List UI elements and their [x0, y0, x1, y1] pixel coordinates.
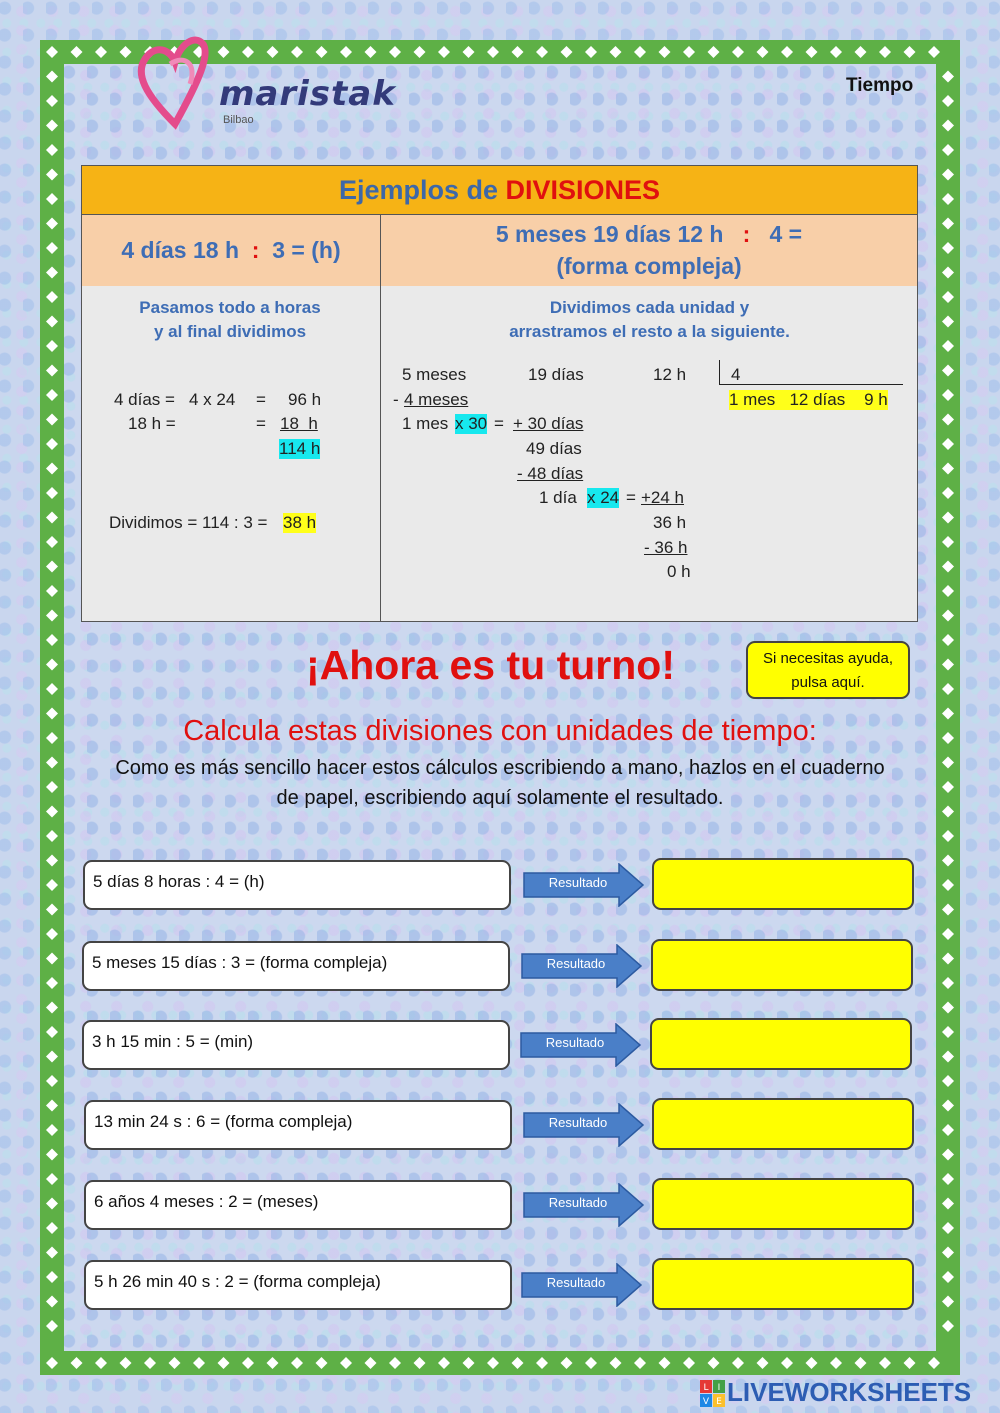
liveworksheets-badge-icon — [700, 1380, 726, 1408]
border-diamond — [942, 1124, 954, 1136]
calc-line: = — [256, 389, 266, 409]
border-diamond — [942, 585, 954, 597]
border-diamond — [487, 1357, 499, 1369]
calc-multiplier: x 24 — [587, 487, 620, 507]
border-diamond — [193, 1357, 205, 1369]
border-diamond — [46, 218, 58, 230]
border-diamond — [46, 855, 58, 867]
border-diamond — [46, 879, 58, 891]
border-diamond — [512, 46, 524, 58]
calc-line: = — [256, 413, 266, 433]
examples-title-highlight: DIVISIONES — [505, 174, 661, 205]
result-arrow-label: Resultado — [548, 1115, 608, 1130]
exercise-question-2: 5 meses 15 días : 3 = (forma compleja) — [82, 941, 510, 991]
border-diamond — [942, 218, 954, 230]
answer-input-6[interactable] — [652, 1258, 914, 1310]
border-diamond — [942, 634, 954, 646]
border-diamond — [46, 1198, 58, 1210]
border-diamond — [463, 46, 475, 58]
border-diamond — [267, 1357, 279, 1369]
examples-title — [82, 166, 918, 215]
border-diamond — [942, 340, 954, 352]
border-diamond — [634, 1357, 646, 1369]
border-diamond — [365, 1357, 377, 1369]
border-diamond — [414, 46, 426, 58]
border-diamond — [942, 855, 954, 867]
result-arrow-6 — [521, 1263, 643, 1307]
calc-line: 36 h — [653, 512, 687, 532]
left-problem-b: 3 = (h) — [272, 236, 341, 263]
calc-line: 0 h — [667, 561, 691, 581]
border-diamond — [942, 1173, 954, 1185]
examples-table — [81, 165, 918, 622]
calc-line: + 30 días — [513, 413, 584, 433]
border-diamond — [830, 1357, 842, 1369]
result-arrow-5 — [523, 1183, 645, 1227]
calc-line: 5 meses — [402, 364, 467, 384]
border-diamond — [757, 46, 769, 58]
result-arrow-4 — [523, 1103, 645, 1147]
border-diamond — [928, 1357, 940, 1369]
border-diamond — [708, 1357, 720, 1369]
border-diamond — [942, 830, 954, 842]
border-diamond — [46, 120, 58, 132]
border-diamond — [942, 120, 954, 132]
border-diamond — [561, 1357, 573, 1369]
right-problem-colon: : — [742, 221, 751, 248]
border-diamond — [942, 242, 954, 254]
border-diamond — [806, 1357, 818, 1369]
border-diamond — [942, 1296, 954, 1308]
border-diamond — [781, 46, 793, 58]
left-problem-colon: : — [251, 236, 260, 263]
border-diamond — [46, 144, 58, 156]
border-diamond — [942, 904, 954, 916]
task-instruction-1: Como es más sencillo hacer estos cálculos escribiendo a mano, hazlos en el cuaderno — [115, 757, 885, 779]
border-diamond — [46, 291, 58, 303]
border-diamond — [942, 806, 954, 818]
border-diamond — [46, 561, 58, 573]
border-diamond — [928, 46, 940, 58]
calc-line: 4 días = — [114, 389, 175, 409]
border-diamond — [942, 267, 954, 279]
border-diamond — [732, 1357, 744, 1369]
border-diamond — [340, 1357, 352, 1369]
border-diamond — [46, 610, 58, 622]
border-diamond — [512, 1357, 524, 1369]
border-diamond — [95, 46, 107, 58]
border-diamond — [46, 806, 58, 818]
calc-line: 96 h — [288, 389, 322, 409]
border-diamond — [46, 242, 58, 254]
border-diamond — [389, 46, 401, 58]
border-diamond — [46, 1149, 58, 1161]
answer-input-3[interactable] — [650, 1018, 912, 1070]
right-instruction-1: Dividimos cada unidad y — [549, 297, 750, 317]
result-arrow-label: Resultado — [548, 1195, 608, 1210]
border-diamond — [46, 953, 58, 965]
border-diamond — [46, 1247, 58, 1259]
border-diamond — [683, 46, 695, 58]
exercise-question-3: 3 h 15 min : 5 = (min) — [82, 1020, 510, 1070]
border-diamond — [904, 1357, 916, 1369]
border-diamond — [536, 46, 548, 58]
border-diamond — [561, 46, 573, 58]
border-diamond — [855, 46, 867, 58]
border-diamond — [46, 683, 58, 695]
border-diamond — [879, 1357, 891, 1369]
border-diamond — [942, 781, 954, 793]
border-diamond — [610, 1357, 622, 1369]
border-diamond — [218, 1357, 230, 1369]
calc-line: 4 x 24 — [189, 389, 236, 409]
exercise-question-6: 5 h 26 min 40 s : 2 = (forma compleja) — [84, 1260, 512, 1310]
result-arrow-label: Resultado — [548, 875, 608, 890]
border-diamond — [463, 1357, 475, 1369]
answer-input-2[interactable] — [651, 939, 913, 991]
border-diamond — [830, 46, 842, 58]
left-worked-example — [82, 286, 381, 622]
calc-line: 1 día — [539, 487, 577, 507]
border-diamond — [942, 659, 954, 671]
calc-line: 18 h — [280, 413, 318, 433]
border-diamond — [942, 1320, 954, 1332]
border-diamond — [942, 610, 954, 622]
border-diamond — [942, 512, 954, 524]
calc-line: - 36 h — [644, 537, 688, 557]
border-diamond — [942, 193, 954, 205]
calc-line: 1 mes — [402, 413, 449, 433]
left-problem — [82, 215, 381, 286]
border-diamond — [942, 683, 954, 695]
border-diamond — [942, 757, 954, 769]
border-diamond — [942, 438, 954, 450]
border-diamond — [585, 1357, 597, 1369]
liveworksheets-logo — [700, 1378, 996, 1410]
border-diamond — [683, 1357, 695, 1369]
badge-letter: E — [716, 1397, 722, 1407]
border-diamond — [71, 1357, 83, 1369]
border-diamond — [942, 95, 954, 107]
border-diamond — [46, 95, 58, 107]
calc-line: = — [626, 487, 636, 507]
border-diamond — [46, 1173, 58, 1185]
border-diamond — [487, 46, 499, 58]
calc-result: 38 h — [283, 512, 317, 532]
task-title: Calcula estas divisiones con unidades de tiempo: — [183, 715, 817, 747]
border-diamond — [942, 953, 954, 965]
calc-line: - 48 días — [517, 463, 584, 483]
logo-name: maristak — [219, 74, 396, 114]
result-arrow-label: Resultado — [545, 1035, 605, 1050]
border-diamond — [46, 193, 58, 205]
border-diamond — [46, 1271, 58, 1283]
border-diamond — [708, 46, 720, 58]
task-instruction-2: de papel, escribiendo aquí solamente el resultado. — [276, 787, 724, 809]
border-diamond — [732, 46, 744, 58]
border-diamond — [46, 438, 58, 450]
border-diamond — [806, 46, 818, 58]
border-diamond — [46, 1075, 58, 1087]
border-diamond — [46, 1320, 58, 1332]
border-diamond — [942, 879, 954, 891]
left-instruction-2: y al final dividimos — [153, 321, 307, 341]
calc-line: = — [494, 413, 504, 433]
result-arrow-2 — [521, 944, 643, 988]
border-diamond — [46, 1124, 58, 1136]
border-diamond — [942, 487, 954, 499]
border-diamond — [536, 1357, 548, 1369]
border-diamond — [942, 463, 954, 475]
border-diamond — [438, 46, 450, 58]
border-diamond — [46, 316, 58, 328]
calc-line: 18 h = — [128, 413, 176, 433]
exercise-question-1: 5 días 8 horas : 4 = (h) — [83, 860, 511, 910]
border-diamond — [942, 977, 954, 989]
examples-title-prefix: Ejemplos de — [338, 174, 506, 205]
badge-letter: V — [702, 1397, 710, 1407]
border-diamond — [610, 46, 622, 58]
border-diamond — [120, 1357, 132, 1369]
exercise-question-4: 13 min 24 s : 6 = (forma compleja) — [84, 1100, 512, 1150]
division-bracket — [719, 360, 903, 385]
border-diamond — [46, 46, 58, 58]
border-diamond — [46, 71, 58, 83]
result-arrow-label: Resultado — [546, 1275, 606, 1290]
border-diamond — [757, 1357, 769, 1369]
border-diamond — [46, 757, 58, 769]
liveworksheets-brand: LIVEWORKSHEETS — [727, 1377, 972, 1407]
border-diamond — [781, 1357, 793, 1369]
border-diamond — [316, 1357, 328, 1369]
calc-divide: Dividimos = 114 : 3 = — [109, 512, 268, 532]
calc-total: 114 h — [279, 438, 321, 458]
border-diamond — [46, 463, 58, 475]
border-diamond — [46, 1222, 58, 1234]
border-diamond — [855, 1357, 867, 1369]
left-instruction — [82, 296, 378, 344]
border-diamond — [120, 46, 132, 58]
border-diamond — [942, 71, 954, 83]
border-diamond — [46, 487, 58, 499]
calc-divisor: 4 — [731, 364, 741, 384]
border-diamond — [942, 536, 954, 548]
badge-letter: I — [717, 1383, 721, 1393]
border-diamond — [942, 1271, 954, 1283]
border-diamond — [942, 1075, 954, 1087]
border-diamond — [46, 169, 58, 181]
heart-logo-icon — [135, 34, 215, 134]
border-diamond — [46, 1296, 58, 1308]
right-instruction-2: arrastramos el resto a la siguiente. — [509, 321, 790, 341]
border-diamond — [46, 1002, 58, 1014]
right-instruction — [381, 296, 918, 344]
border-diamond — [634, 46, 646, 58]
result-arrow-3 — [520, 1023, 642, 1067]
border-diamond — [942, 169, 954, 181]
border-diamond — [95, 1357, 107, 1369]
border-diamond — [46, 365, 58, 377]
border-diamond — [46, 1026, 58, 1038]
calc-quotient: 1 mes 12 días 9 h — [729, 389, 888, 409]
border-diamond — [46, 1051, 58, 1063]
border-diamond — [942, 291, 954, 303]
right-problem-c: (forma compleja) — [556, 253, 742, 280]
border-diamond — [942, 389, 954, 401]
logo-subtitle: Bilbao — [223, 114, 254, 126]
calc-multiplier: x 30 — [455, 413, 488, 433]
border-diamond — [942, 365, 954, 377]
border-diamond — [659, 1357, 671, 1369]
border-diamond — [46, 1357, 58, 1369]
border-diamond — [169, 1357, 181, 1369]
border-diamond — [242, 1357, 254, 1369]
border-diamond — [46, 536, 58, 548]
border-diamond — [942, 1198, 954, 1210]
border-diamond — [438, 1357, 450, 1369]
maristak-logo — [135, 34, 396, 134]
calc-line: 19 días — [528, 364, 584, 384]
border-diamond — [291, 1357, 303, 1369]
border-diamond — [46, 781, 58, 793]
border-diamond — [46, 389, 58, 401]
topic-label: Tiempo — [846, 75, 914, 96]
border-diamond — [879, 46, 891, 58]
border-diamond — [71, 46, 83, 58]
calc-line: +24 h — [641, 487, 685, 507]
border-diamond — [414, 1357, 426, 1369]
border-diamond — [942, 1149, 954, 1161]
right-problem — [381, 215, 918, 286]
exercise-question-5: 6 años 4 meses : 2 = (meses) — [84, 1180, 512, 1230]
answer-input-4[interactable] — [652, 1098, 914, 1150]
border-diamond — [46, 830, 58, 842]
answer-input-1[interactable] — [652, 858, 914, 910]
badge-letter: L — [703, 1383, 709, 1393]
calc-line: 4 meses — [404, 389, 469, 409]
task-instruction — [75, 753, 925, 813]
help-line-1: Si necesitas ayuda, — [762, 650, 894, 667]
result-arrow-label: Resultado — [546, 956, 606, 971]
border-diamond — [942, 1247, 954, 1259]
border-diamond — [942, 1051, 954, 1063]
right-problem-a: 5 meses 19 días 12 h — [495, 221, 724, 248]
border-diamond — [942, 928, 954, 940]
border-diamond — [46, 634, 58, 646]
border-diamond — [585, 46, 597, 58]
help-line-2: pulsa aquí. — [791, 674, 865, 691]
left-instruction-1: Pasamos todo a horas — [139, 297, 321, 317]
border-diamond — [942, 1222, 954, 1234]
your-turn-title: ¡Ahora es tu turno! — [306, 642, 675, 688]
border-diamond — [46, 512, 58, 524]
border-diamond — [46, 340, 58, 352]
border-diamond — [904, 46, 916, 58]
help-button[interactable] — [746, 641, 910, 699]
result-arrow-1 — [523, 863, 645, 907]
right-problem-b: 4 = — [769, 221, 803, 248]
border-diamond — [46, 977, 58, 989]
answer-input-5[interactable] — [652, 1178, 914, 1230]
border-diamond — [942, 316, 954, 328]
border-diamond — [46, 904, 58, 916]
right-worked-example — [381, 286, 918, 622]
border-diamond — [942, 414, 954, 426]
border-diamond — [46, 585, 58, 597]
border-diamond — [46, 1100, 58, 1112]
border-diamond — [659, 46, 671, 58]
border-diamond — [942, 144, 954, 156]
border-diamond — [46, 928, 58, 940]
calc-line: 12 h — [653, 364, 687, 384]
border-diamond — [46, 267, 58, 279]
border-diamond — [389, 1357, 401, 1369]
border-diamond — [46, 414, 58, 426]
border-diamond — [942, 1100, 954, 1112]
border-diamond — [942, 1026, 954, 1038]
border-diamond — [144, 1357, 156, 1369]
border-diamond — [942, 1002, 954, 1014]
left-problem-a: 4 días 18 h — [121, 236, 239, 263]
calc-line: - — [393, 389, 399, 409]
border-diamond — [46, 659, 58, 671]
border-diamond — [942, 561, 954, 573]
calc-line: 49 días — [526, 438, 582, 458]
